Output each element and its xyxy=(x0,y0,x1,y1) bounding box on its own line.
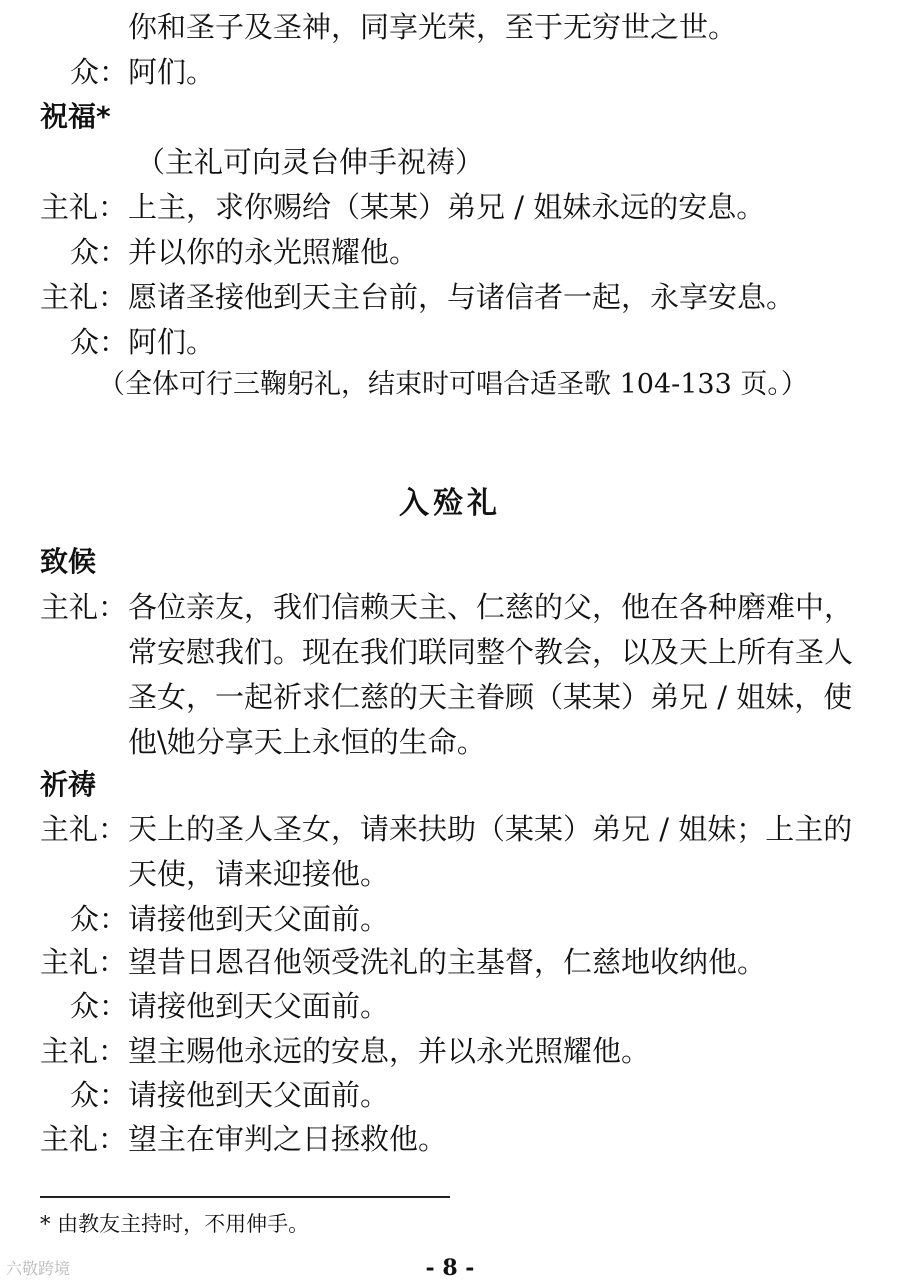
prayer-line: 望主赐他永远的安息，并以永光照耀他。 xyxy=(128,1034,651,1068)
watermark-logo: 六敬跨境 xyxy=(6,1259,71,1278)
prayer-line: 请接他到天父面前。 xyxy=(128,902,390,936)
speaker-label: 主礼： xyxy=(40,945,128,979)
page-number: - 8 - xyxy=(425,1255,475,1281)
footnote: * 由教友主持时，不用伸手。 xyxy=(40,1212,310,1236)
greeting-heading: 致候 xyxy=(40,545,97,578)
doxology-line: 你和圣子及圣神，同享光荣，至于无穷世之世。 xyxy=(128,10,738,44)
blessing-line: 阿们。 xyxy=(128,325,216,359)
speaker-label: 主礼： xyxy=(40,1034,128,1068)
amen-line: 阿们。 xyxy=(128,55,216,89)
section-title: 入殓礼 xyxy=(399,486,501,521)
prayer-line: 天上的圣人圣女，请来扶助（某某）弟兄 / 姐妹；上主的 xyxy=(128,812,853,846)
greeting-line: 圣女，一起祈求仁慈的天主眷顾（某某）弟兄 / 姐妹，使 xyxy=(128,680,853,714)
speaker-label: 众： xyxy=(70,902,129,936)
blessing-rubric: （主礼可向灵台伸手祝祷） xyxy=(136,145,485,179)
speaker-label: 众： xyxy=(70,1078,129,1112)
prayer-heading: 祈祷 xyxy=(40,768,97,801)
greeting-line: 各位亲友，我们信赖天主、仁慈的父，他在各种磨难中， xyxy=(128,590,854,624)
greeting-line: 常安慰我们。现在我们联同整个教会，以及天上所有圣人 xyxy=(128,635,854,669)
blessing-heading: 祝福* xyxy=(40,100,111,133)
speaker-label: 众： xyxy=(70,235,129,269)
speaker-label: 众： xyxy=(70,325,129,359)
speaker-label: 主礼： xyxy=(40,190,128,224)
speaker-label: 主礼： xyxy=(40,590,128,624)
prayer-line: 请接他到天父面前。 xyxy=(128,1078,390,1112)
speaker-label: 主礼： xyxy=(40,280,128,314)
blessing-line: 并以你的永光照耀他。 xyxy=(128,235,419,269)
speaker-label: 主礼： xyxy=(40,1122,128,1156)
prayer-line: 望昔日恩召他领受洗礼的主基督，仁慈地收纳他。 xyxy=(128,945,767,979)
blessing-line: 愿诸圣接他到天主台前，与诸信者一起，永享安息。 xyxy=(128,280,796,314)
people-label: 众： xyxy=(70,55,129,89)
blessing-line: 上主，求你赐给（某某）弟兄 / 姐妹永远的安息。 xyxy=(128,190,766,224)
greeting-line: 他\她分享天上永恒的生命。 xyxy=(128,725,486,759)
prayer-line: 望主在审判之日拯救他。 xyxy=(128,1122,448,1156)
footnote-divider xyxy=(40,1196,450,1198)
closing-rubric: （全体可行三鞠躬礼，结束时可唱合适圣歌 104-133 页。） xyxy=(98,369,808,400)
speaker-label: 主礼： xyxy=(40,812,128,846)
prayer-line: 天使，请来迎接他。 xyxy=(128,857,390,891)
prayer-line: 请接他到天父面前。 xyxy=(128,989,390,1023)
speaker-label: 众： xyxy=(70,989,129,1023)
